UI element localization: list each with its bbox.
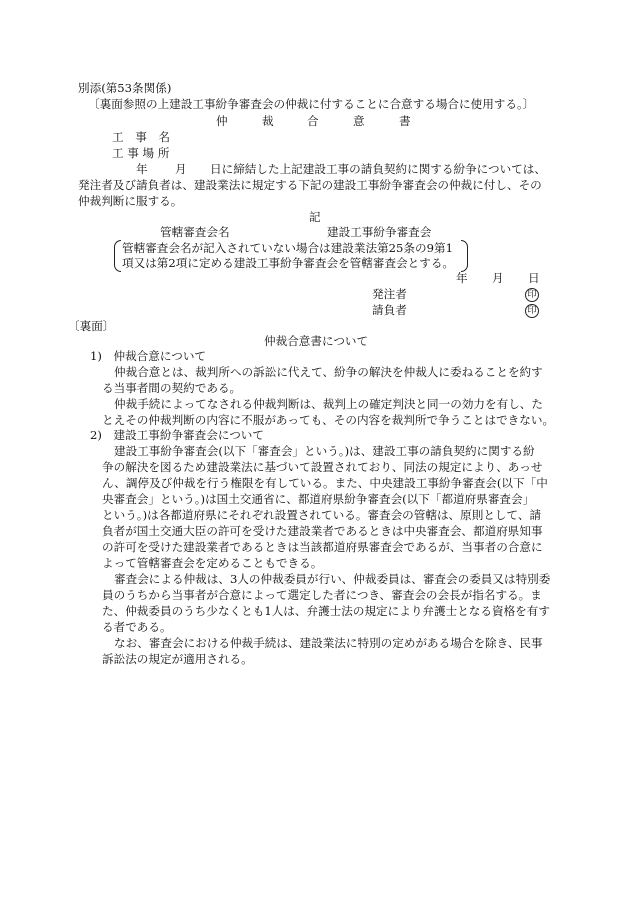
title-char: 裁	[262, 114, 274, 128]
sign-day-label: 日	[528, 271, 540, 285]
paragraph-line: よって管轄審査会を定めることもできる。	[102, 556, 323, 570]
statement-line: 発注者及び請負者は、建設業法に規定する下記の建設工事紛争審査会の仲裁に付し、その	[78, 178, 542, 192]
contract-month-label: 月	[175, 162, 187, 176]
statement-line: 仲裁判断に服する。	[78, 194, 183, 208]
paragraph-line: の許可を受けた建設業者であるときは当該都道府県審査会であるが、当事者の合意に	[102, 540, 543, 554]
sign-year-label: 年	[456, 271, 468, 285]
bracket-note: 項又は第2項に定める建設工事紛争審査会を管轄審査会とする。	[122, 256, 455, 270]
paragraph-line: なお、審査会における仲裁手続は、建設業法に特別の定めがある場合を除き、民事	[114, 636, 543, 650]
paragraph-line: 仲裁合意とは、裁判所への訴訟に代えて、紛争の解決を仲裁人に委ねることを約す	[114, 365, 543, 379]
paragraph-line: 央審査会」という。)は国土交通省に、都道府県紛争審査会(以下「都道府県審査会」	[102, 492, 535, 506]
paragraph-line: とえその仲裁判断の内容に不服があっても、その内容を裁判所で争うことはできない。	[102, 413, 555, 427]
usage-note: 〔裏面参照の上建設工事紛争審査会の仲裁に付することに合意する場合に使用する。〕	[88, 97, 535, 111]
title-char: 書	[399, 114, 411, 128]
paragraph-line: 訴訟法の規定が適用される。	[102, 652, 253, 666]
title-char: 仲	[216, 114, 228, 128]
committee-label: 管轄審査会名	[160, 225, 230, 239]
paragraph-line: 建設工事紛争審査会(以下「審査会」という。)は、建設工事の請負契約に関する紛	[114, 444, 535, 458]
appendix-label: 別添(第53条関係)	[78, 81, 172, 95]
paragraph-line: る者である。	[102, 620, 172, 634]
paragraph-line: 争の解決を図るため建設業法に基づいて設置されており、同法の規定により、あっせ	[102, 460, 543, 474]
left-bracket	[114, 240, 121, 272]
title-char: 合	[307, 114, 319, 128]
statement-line: 日に締結した上記建設工事の請負契約に関する紛争については、	[210, 162, 546, 176]
sign-month-label: 月	[492, 271, 504, 285]
project-site-label: 工 事 場 所	[112, 146, 170, 160]
paragraph-line: 負者が国土交通大臣の許可を受けた建設業者であるときは中央審査会、都道府県知事	[102, 524, 543, 538]
contract-year-label: 年	[136, 162, 148, 176]
project-name-label: 工 事 名	[112, 130, 170, 144]
section-heading: 2) 建設工事紛争審査会について	[90, 428, 264, 442]
paragraph-line: という。)は各都道府県にそれぞれ設置されている。審査会の管轄は、原則として、請	[102, 508, 542, 522]
paragraph-line: た、仲裁委員のうち少なくとも1人は、弁護士法の規定により弁護士となる資格を有す	[102, 604, 550, 618]
paragraph-line: 審査会による仲裁は、3人の仲裁委員が行い、仲裁委員は、審査会の委員又は特別委	[114, 572, 551, 586]
title-char: 意	[353, 114, 365, 128]
seal-mark: 印	[525, 304, 539, 318]
orderer-label: 発注者	[372, 287, 407, 301]
section-heading: 1) 仲裁合意について	[90, 349, 207, 363]
committee-value: 建設工事紛争審査会	[327, 225, 432, 239]
right-bracket	[461, 240, 468, 272]
paragraph-line: る当事者間の契約である。	[102, 381, 242, 395]
ki-heading: 記	[309, 210, 321, 224]
paragraph-line: 員のうちから当事者が合意によって選定した者につき、審査会の会長が指名する。ま	[102, 588, 542, 602]
back-side-label: 〔裏面〕	[68, 319, 115, 333]
contractor-label: 請負者	[372, 303, 407, 317]
bracket-note: 管轄審査会名が記入されていない場合は建設業法第25条の9第1	[122, 241, 453, 255]
seal-mark: 印	[525, 288, 539, 302]
paragraph-line: ん、調停及び仲裁を行う権限を有している。また、中央建設工事紛争審査会(以下「中	[102, 476, 548, 490]
back-title: 仲裁合意書について	[264, 334, 369, 348]
paragraph-line: 仲裁手続によってなされる仲裁判断は、裁判上の確定判決と同一の効力を有し、た	[114, 397, 543, 411]
